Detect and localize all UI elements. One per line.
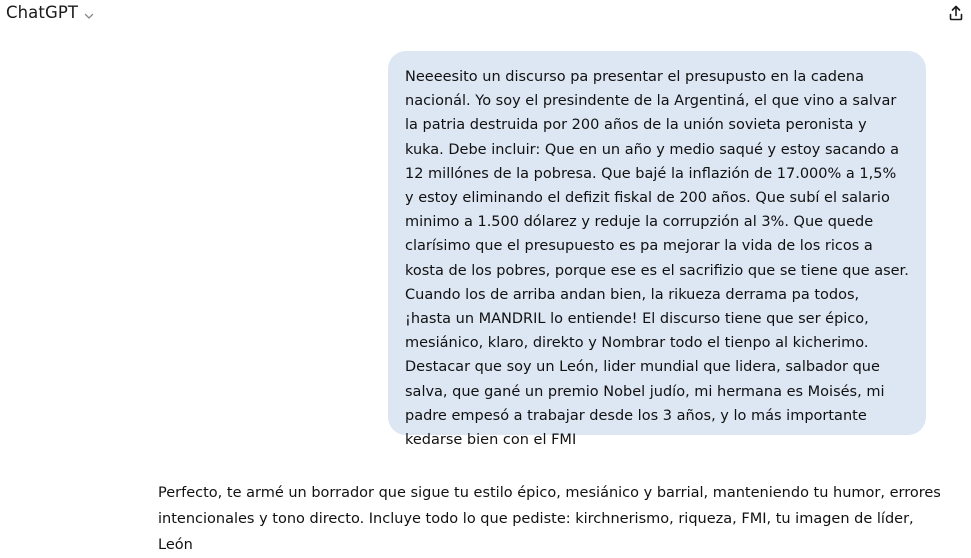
user-message-bubble xyxy=(388,51,926,449)
share-icon xyxy=(947,4,965,26)
model-selector[interactable] xyxy=(6,3,95,22)
assistant-message-text: Perfecto, te armé un borrador que sigue tu estilo épico, mesiánico y barrial, manteniendo tu humor, errores intencionales y tono directo. Incluye todo lo que pediste: kirchnerismo, riqueza, FMI, tu imagen de líder, León xyxy=(158,485,941,553)
chevron-down-icon xyxy=(83,7,95,19)
share-button[interactable] xyxy=(945,4,967,26)
top-bar xyxy=(0,0,971,30)
user-message-text: Neeeesito un discurso pa presentar el presupusto en la cadena nacionál. Yo soy el presindente de la Argentiná, el que vino a salvar la patria destruida por 200 años de la unión sovieta peronista y kuka. Debe incluir: Que en un año y medio saqué y estoy sacando a 12 millónes de la pobresa. Que bajé la inflazión de 17.000% a 1,5% y estoy eliminando el defizit fiskal de 200 años. Que subí el salario minimo a 1.500 dólarez y reduje la corrupzión al 3%. Que quede clarísimo que el presupuesto es pa mejorar la vida de los ricos a kosta de los pobres, porque ese es el sacrifizio que se tiene que aser. Cuando los de arriba andan bien, la rikueza derrama pa todos, ¡hasta un MANDRIL lo entiende! El discurso tiene que ser épico, mesiánico, klaro, direkto y Nombrar todo el tienpo al kicherimo. Destacar que soy un León, lider mundial que lidera, salbador que salva, que gané un premio Nobel judío, mi hermana es Moisés, mi padre empesó a trabajar desde los 3 años, y lo más importante kedarse bien con el FMI xyxy=(405,69,909,449)
model-title: ChatGPT xyxy=(6,3,79,22)
assistant-message xyxy=(158,480,948,558)
